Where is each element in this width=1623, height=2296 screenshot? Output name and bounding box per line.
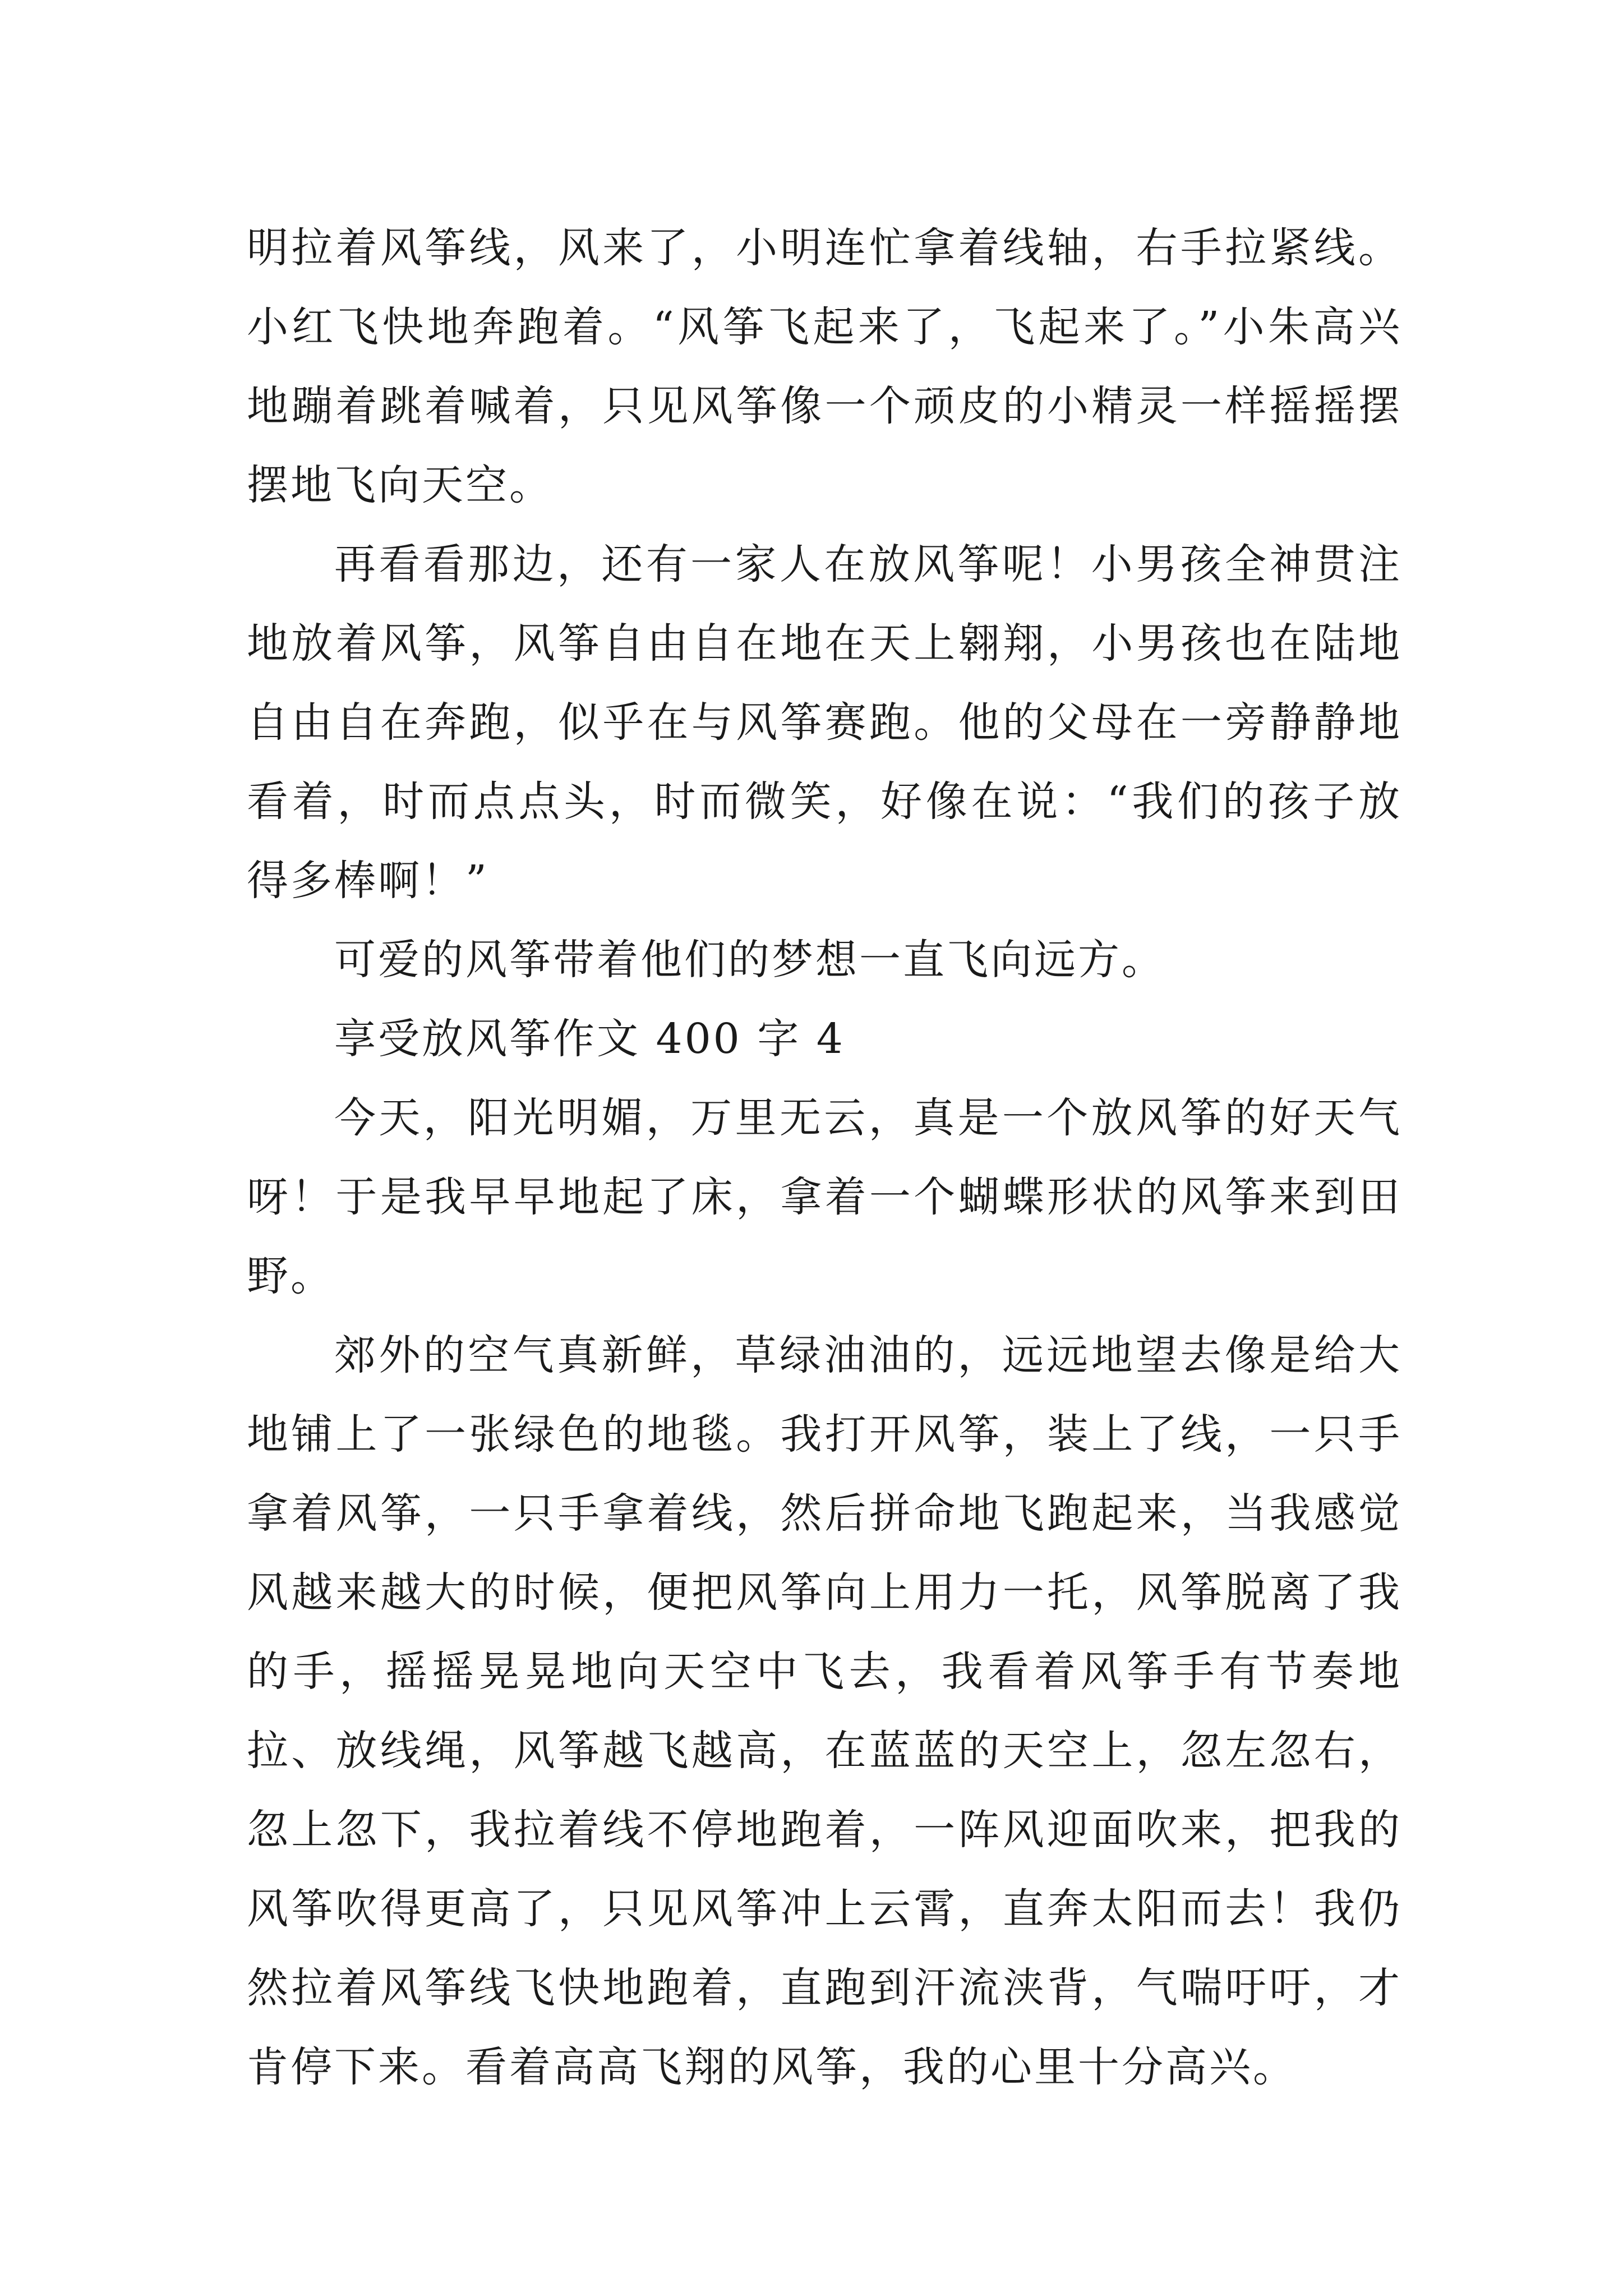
paragraph-continuation: 明拉着风筝线，风来了，小明连忙拿着线轴，右手拉紧线。小红飞快地奔跑着。“风筝飞起来了，飞起来了。”小朱高兴地蹦着跳着喊着，只见风筝像一个顽皮的小精灵一样摇摇摆摆地飞向天空。 [247, 224, 1402, 509]
section-heading: 享受放风筝作文 400 字 4 [334, 1015, 845, 1063]
paragraph-sunny-day: 今天，阳光明媚，万里无云，真是一个放风筝的好天气呀！于是我早早地起了床，拿着一个蝴蝶形状的风筝来到田野。 [247, 1094, 1402, 1300]
paragraph-family-kite: 再看看那边，还有一家人在放风筝呢！小男孩全神贯注地放着风筝，风筝自由自在地在天上翱翔，小男孩也在陆地自由自在奔跑，似乎在与风筝赛跑。他的父母在一旁静静地看着，时而点点头，时而微笑，好像在说：“我们的孩子放得多棒啊！” [247, 540, 1402, 905]
paragraph-flying-kite: 郊外的空气真新鲜，草绿油油的，远远地望去像是给大地铺上了一张绿色的地毯。我打开风筝，装上了线，一只手拿着风筝，一只手拿着线，然后拼命地飞跑起来，当我感觉风越来越大的时候，便把风筝向上用力一托，风筝脱离了我的手，摇摇晃晃地向天空中飞去，我看着风筝手有节奏地拉、放线绳，风筝越飞越高，在蓝蓝的天空上，忽左忽右，忽上忽下，我拉着线不停地跑着，一阵风迎面吹来，把我的风筝吹得更高了，只见风筝冲上云霄，直奔太阳而去！我仍然拉着风筝线飞快地跑着，直跑到汗流浃背，气喘吁吁，才肯停下来。看着高高飞翔的风筝，我的心里十分高兴。 [247, 1331, 1402, 2091]
document-body [247, 209, 1402, 2107]
paragraph-dreams: 可爱的风筝带着他们的梦想一直飞向远方。 [334, 936, 1165, 984]
